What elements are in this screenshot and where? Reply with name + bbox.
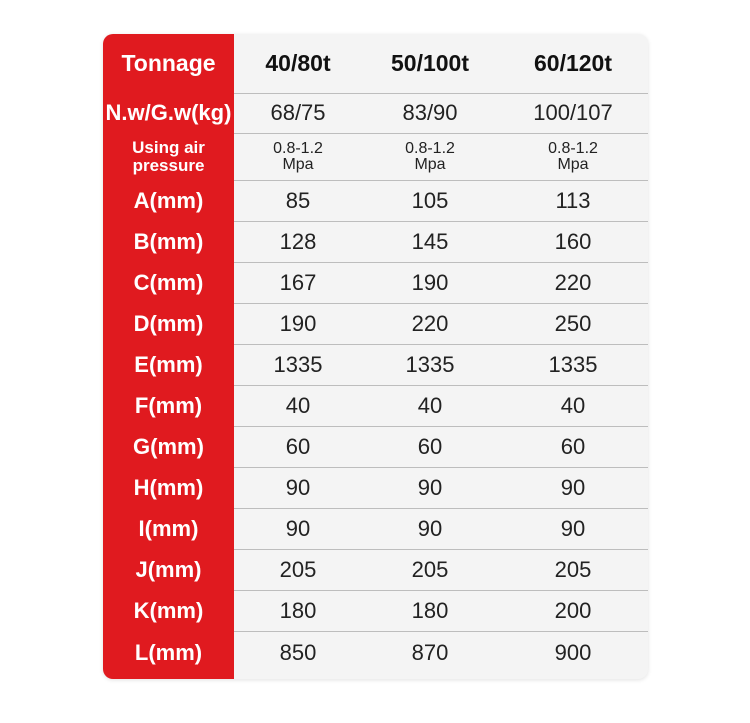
table-cell: 60: [362, 426, 498, 467]
row-label: E(mm): [134, 351, 203, 377]
header-row: [103, 34, 648, 93]
table-cell: 40: [362, 385, 498, 426]
table-row: [103, 590, 648, 631]
column-header: 50/100t: [362, 34, 498, 93]
table-cell: [498, 133, 648, 180]
column-header: 40/80t: [234, 34, 362, 93]
table-cell: 113: [498, 180, 648, 221]
row-label: [103, 133, 234, 180]
cell-line: 0.8-1.2: [273, 139, 323, 157]
corner-label: Tonnage: [121, 50, 216, 76]
table-cell: 220: [362, 303, 498, 344]
table-cell: 1335: [498, 344, 648, 385]
table-cell: 205: [498, 549, 648, 590]
table-cell: 105: [362, 180, 498, 221]
table-cell: [234, 133, 362, 180]
table-cell: 180: [234, 590, 362, 631]
row-label: K(mm): [133, 597, 204, 623]
cell-line: Mpa: [282, 155, 314, 173]
table-row: [103, 508, 648, 549]
table-cell: 190: [362, 262, 498, 303]
table-cell: 870: [411, 639, 449, 665]
table-row: [103, 385, 648, 426]
table-cell: 83/90: [362, 93, 498, 133]
table-cell: 167: [234, 262, 362, 303]
table-row: [103, 133, 648, 180]
table-row: [103, 303, 648, 344]
table-cell: 180: [362, 590, 498, 631]
table-cell: 145: [362, 221, 498, 262]
table-row: [103, 631, 648, 674]
table-cell: 200: [498, 590, 648, 631]
table-cell: 1335: [234, 344, 362, 385]
table-cell: 68/75: [234, 93, 362, 133]
table-cell: 128: [234, 221, 362, 262]
row-label: A(mm): [133, 187, 204, 213]
table-cell: 1335: [362, 344, 498, 385]
table-cell: 85: [234, 180, 362, 221]
table-cell: 160: [498, 221, 648, 262]
table-cell: 90: [362, 508, 498, 549]
table-cell: 90: [498, 467, 648, 508]
cell-line: Mpa: [557, 155, 589, 173]
table-cell: 850: [279, 639, 317, 665]
table-cell: 60: [234, 426, 362, 467]
table-cell: 60: [498, 426, 648, 467]
table-row: [103, 221, 648, 262]
table-row: [103, 93, 648, 133]
row-label: B(mm): [133, 228, 204, 254]
table-cell: [362, 133, 498, 180]
table-cell: 190: [234, 303, 362, 344]
table-cell: 250: [498, 303, 648, 344]
table-row: [103, 426, 648, 467]
table-cell: 205: [234, 549, 362, 590]
column-header: 60/120t: [498, 34, 648, 93]
row-label: C(mm): [133, 269, 204, 295]
row-label-line: Using air: [132, 137, 205, 157]
table-row: [103, 467, 648, 508]
row-label: H(mm): [133, 474, 204, 500]
table-cell: 90: [234, 467, 362, 508]
table-cell: 205: [362, 549, 498, 590]
table-cell: 40: [498, 385, 648, 426]
table-row: [103, 344, 648, 385]
table-cell: 90: [234, 508, 362, 549]
row-label: D(mm): [133, 310, 204, 336]
table-cell: 220: [498, 262, 648, 303]
table-cell: 90: [498, 508, 648, 549]
table-row: [103, 262, 648, 303]
row-label: G(mm): [133, 433, 204, 459]
row-label: J(mm): [135, 556, 202, 582]
row-label: I(mm): [138, 515, 199, 541]
cell-line: 0.8-1.2: [548, 139, 598, 157]
cell-line: Mpa: [414, 155, 446, 173]
table-cell: 100/107: [498, 93, 648, 133]
row-label-line: pressure: [132, 155, 205, 175]
spec-table: [103, 34, 648, 674]
table-cell: 90: [362, 467, 498, 508]
row-label: F(mm): [134, 392, 203, 418]
table-cell: 900: [554, 639, 592, 665]
cell-line: 0.8-1.2: [405, 139, 455, 157]
table-row: [103, 549, 648, 590]
spec-card: [103, 34, 648, 679]
table-row: [103, 180, 648, 221]
row-label: L(mm): [134, 639, 203, 665]
row-label: N.w/G.w(kg): [105, 100, 232, 125]
table-cell: 40: [234, 385, 362, 426]
